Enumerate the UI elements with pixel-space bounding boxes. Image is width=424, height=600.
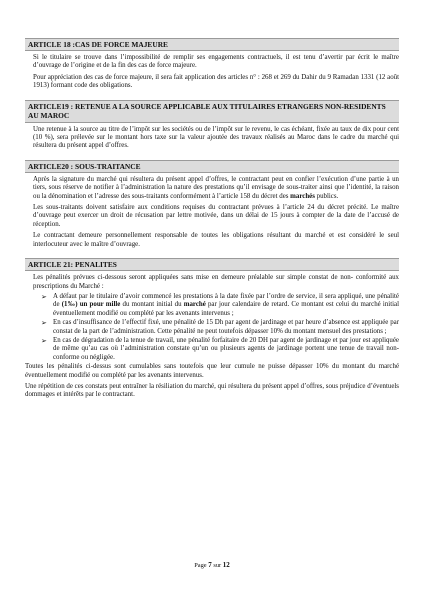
article-18-paragraph-2: Pour appréciation des cas de force majeure, il sera fait application des articles n° : 268 et 269 du Dahir du 9 Ramadan 1331 (12 août 1913) formant code des obligations. [33, 73, 399, 90]
article-20-paragraph-2: Les sous-traitants doivent satisfaire aux conditions requises du contractant prévues à l’article 24 du décret précité. Le maître d’ouvrage peut exercer un droit de récusation par lettre motivée, dans un délai de 15 jours à compter de la date de l’accusé de réception. [33, 204, 399, 228]
footer-prefix: Page [194, 562, 209, 569]
bold-term: marchés [290, 192, 315, 200]
article-20-body [25, 176, 399, 249]
article-19-body [25, 126, 399, 151]
text-run: A défaut par le titulaire d’avoir commencé les prestations à la date fixée par l’ordre de service, il sera appliqué, une pénalité de [53, 292, 399, 309]
article-21-intro: Les pénalités prévues ci-dessous seront appliquées sans mise en demeure préalable sur simple constat de non- conformité aux prescriptions du Marché : [33, 274, 399, 290]
page-footer [0, 561, 424, 569]
text-run: En cas de dégradation de la tenue de travail, une pénalité forfaitaire de 20 DH par agent de jardinage et par jour est appliquée de même qu’au cas où l’administration constate qu’un ou plusieurs agents de jardinage portent une tenue de travail non-conforme ou négligée. [53, 336, 399, 361]
page-total: 12 [222, 561, 230, 569]
footer-mid: sur [211, 562, 223, 569]
article-20-paragraph-1 [33, 176, 399, 201]
article-21-body [25, 274, 399, 362]
article-18-body [25, 54, 399, 91]
document-page [25, 38, 399, 400]
text-run: publics. [314, 192, 339, 200]
article-18-heading: ARTICLE 18 :CAS DE FORCE MAJEURE [25, 38, 399, 51]
arrow-bullet-icon: ➢ [41, 336, 47, 345]
article-19-paragraph-1: Une retenue à la source au titre de l’impôt sur les sociétés ou de l’impôt sur le revenu, le cas échéant, fixée au taux de dix pour cent (10 %), sera prélevée sur le montant hors taxe sur la valeur ajoutée des travaux réalisés au Maroc dans le cadre du marché qui résultera du présent appel d’offres. [33, 125, 399, 150]
penalty-item-staff [41, 319, 399, 336]
arrow-bullet-icon: ➢ [41, 319, 47, 328]
article-21-heading: ARTICLE 21: PENALITES [25, 258, 399, 271]
text-run: du montant initial du [120, 301, 184, 309]
article-20-heading: ARTICLE20 : SOUS-TRAITANCE [25, 160, 399, 173]
article-18-paragraph-1: Si le titulaire se trouve dans l’impossibilité de remplir ses engagements contractuels, il est tenu d’avertir par écrit le maître d’ouvrage de l’origine et de la fin des cas de force majeure. [33, 54, 399, 70]
bold-term: marché [183, 301, 206, 309]
article-20-paragraph-3: Le contractant demeure personnellement responsable de toutes les obligations résultant du marché et est considéré le seul interlocuteur avec le maître d’ouvrage. [33, 232, 399, 248]
text-run: Après la signature du marché qui résultera du présent appel d’offres, le contractant peut en confier l’exécution d’une partie à un tiers, sous réserve de notifier à l’administration la nature des prestations qu’il envisage de sous-traiter ainsi que l’identité, la raison ou la dénomination et l’adresse des sous-traitants conformément à l’article 158 du décret des [33, 175, 399, 200]
bold-term: (1‰) un pour mille [61, 301, 121, 309]
penalty-item-delay [41, 292, 399, 318]
text-run: En cas d’insuffisance de l’effectif fixé, une pénalité de 15 Dh par agent de jardinage et par heure d’absence est appliquée par constat de la part de l’administration. Cette pénalité ne peut toutefois dépasser 10% du montant mensuel des prestations ; [53, 319, 399, 335]
article-21-cumulation: Toutes les pénalités ci-dessus sont cumulables sans toutefois que leur cumule ne puisse dépasser 10% du montant du marché éventuellement modifié ou complété par les avenants intervenus. [25, 363, 399, 379]
penalties-list [33, 293, 399, 362]
article-21-resiliation: Une répétition de ces constats peut entraîner la résiliation du marché, qui résultera du présent appel d’offres, sous préjudice d’éventuels dommages et intérêts par le contractant. [25, 382, 399, 399]
penalty-item-uniform [41, 336, 399, 362]
arrow-bullet-icon: ➢ [41, 292, 47, 301]
article-19-heading: ARTICLE19 : RETENUE A LA SOURCE APPLICABLE AUX TITULAIRES ETRANGERS NON-RESIDENTS AU MAROC [25, 100, 399, 123]
page-number: 7 [208, 561, 212, 569]
text-run: par jour calendaire de retard. Ce montant est celui du marché initial éventuellement modifié ou complété par les avenants intervenus ; [53, 301, 399, 317]
